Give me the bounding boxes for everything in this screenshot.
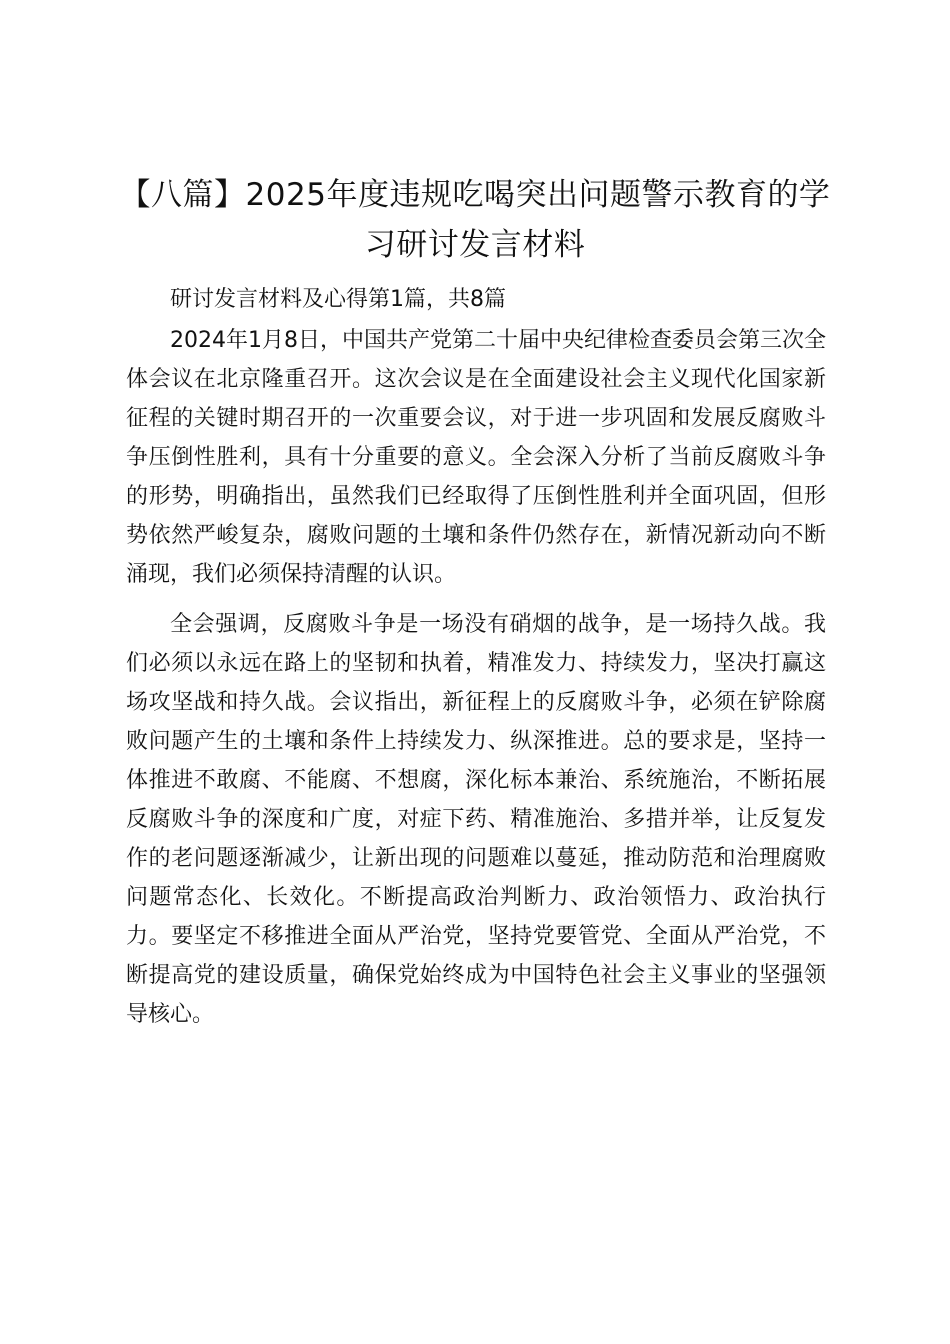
document-title: 【八篇】2025年度违规吃喝突出问题警示教育的学习研讨发言材料	[119, 177, 831, 263]
paragraph-1: 2024年1月8日，中国共产党第二十届中央纪律检查委员会第三次全体会议在北京隆重召开。这次会议是在全面建设社会主义现代化国家新征程的关键时期召开的一次重要会议，对于进一步巩固和发展反腐败斗争压倒性胜利，具有十分重要的意义。全会深入分析了当前反腐败斗争的形势，明确指出，虽然我们已经取得了压倒性胜利并全面巩固，但形势依然严峻复杂，腐败问题的土壤和条件仍然存在，新情况新动向不断涌现，我们必须保持清醒的认识。	[126, 328, 826, 587]
document-subtitle: 研讨发言材料及心得第1篇，共8篇	[170, 287, 506, 312]
paragraph-2: 全会强调，反腐败斗争是一场没有硝烟的战争，是一场持久战。我们必须以永远在路上的坚韧和执着，精准发力、持续发力，坚决打赢这场攻坚战和持久战。会议指出，新征程上的反腐败斗争，必须在铲除腐败问题产生的土壤和条件上持续发力、纵深推进。总的要求是，坚持一体推进不敢腐、不能腐、不想腐，深化标本兼治、系统施治，不断拓展反腐败斗争的深度和广度，对症下药、精准施治、多措并举，让反复发作的老问题逐渐减少，让新出现的问题难以蔓延，推动防范和治理腐败问题常态化、长效化。不断提高政治判断力、政治领悟力、政治执行力。要坚定不移推进全面从严治党，坚持党要管党、全面从严治党，不断提高党的建设质量，确保党始终成为中国特色社会主义事业的坚强领导核心。	[126, 612, 826, 1027]
document-body	[126, 280, 826, 1034]
